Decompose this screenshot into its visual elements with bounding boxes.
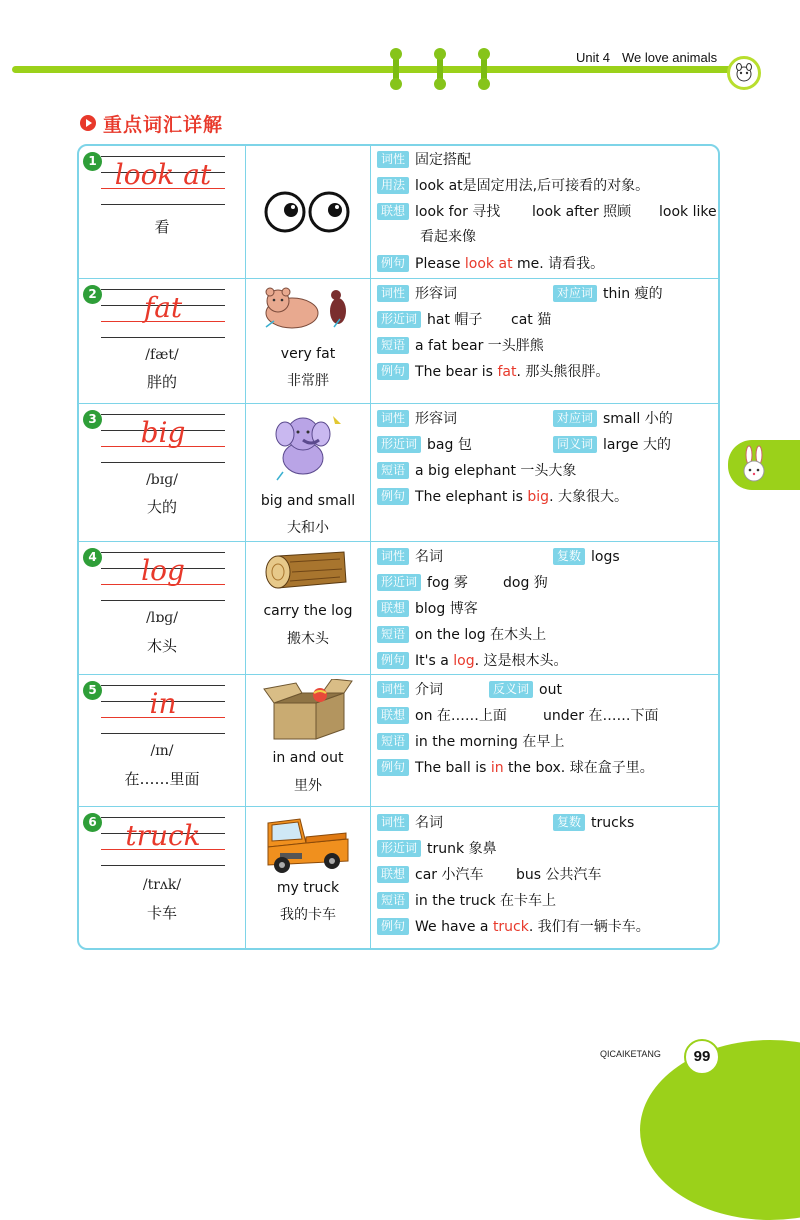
entry-word: log: [141, 554, 185, 587]
example-keyword: fat: [497, 364, 517, 380]
binder-peg: [437, 52, 443, 86]
phrase-value: on the log 在木头上: [415, 627, 547, 643]
picture-cell: [246, 675, 371, 806]
entry-word: fat: [143, 291, 183, 324]
table-row: [79, 279, 718, 404]
example-pre: The ball is: [415, 760, 491, 776]
example-tag: 例句: [377, 652, 409, 669]
example-keyword: log: [453, 653, 475, 669]
phrase-value: a big elephant 一头大象: [415, 463, 577, 479]
play-icon: [80, 115, 96, 131]
entry-meaning: 木头: [146, 637, 177, 655]
table-row: [79, 807, 718, 950]
plural-tag: 复数: [553, 814, 585, 831]
elephant-icon: [246, 410, 370, 482]
unit-name: We love animals: [621, 50, 718, 65]
phrase-tag: 短语: [377, 733, 409, 750]
entry-phonetic: /ɪn/: [150, 743, 174, 759]
example-tag: 例句: [377, 759, 409, 776]
picture-cell: [246, 279, 371, 403]
pos-tag: 词性: [377, 410, 409, 427]
pos-line: [377, 408, 718, 430]
entry-word: look at: [114, 158, 212, 191]
word-cell: [79, 279, 246, 403]
eyes-icon: [246, 190, 370, 234]
truck-icon: [246, 813, 370, 875]
entry-phonetic: /bɪɡ/: [146, 472, 178, 488]
entry-number: 4: [83, 548, 102, 567]
example-keyword: truck: [492, 919, 529, 935]
info-cell: [371, 675, 718, 806]
side-tab: [728, 440, 800, 490]
similar-value: fog 雾: [427, 575, 468, 591]
plural-value: logs: [591, 549, 620, 565]
word-cell: [79, 675, 246, 806]
similar-line: [377, 572, 718, 594]
table-row: [79, 675, 718, 807]
similar-value: dog 狗: [503, 575, 548, 591]
opposite-tag: 对应词: [553, 410, 597, 427]
pos-value: 形容词: [415, 411, 458, 427]
usage-line: [377, 175, 718, 197]
similar-tag: 形近词: [377, 436, 421, 453]
similar-value: cat 猫: [511, 312, 552, 328]
animal-badge-icon: [727, 56, 761, 90]
picture-caption-en: carry the log: [263, 603, 353, 619]
plural-group: [553, 812, 634, 834]
entry-number: 1: [83, 152, 102, 171]
assoc-value: bus 公共汽车: [516, 867, 602, 883]
assoc-tag: 联想: [377, 203, 409, 220]
pos-value: 固定搭配: [415, 152, 472, 168]
entry-meaning: 卡车: [146, 904, 177, 922]
assoc-line: [377, 201, 718, 223]
info-cell: [371, 279, 718, 403]
info-cell: [371, 807, 718, 950]
assoc-value: look for 寻找: [415, 204, 501, 220]
example-post: . 那头熊很胖。: [516, 364, 610, 380]
pos-tag: 词性: [377, 814, 409, 831]
example-pre: The elephant is: [415, 489, 528, 505]
pos-line: [377, 812, 718, 834]
phrase-tag: 短语: [377, 892, 409, 909]
picture-caption-en: my truck: [276, 880, 340, 896]
assoc-value: under 在……下面: [543, 708, 659, 724]
similar-tag: 形近词: [377, 840, 421, 857]
pos-tag: 词性: [377, 151, 409, 168]
opposite-group: [553, 408, 673, 430]
example-post: me. 请看我。: [512, 256, 605, 272]
pos-line: [377, 283, 718, 305]
antonym-group: [489, 679, 562, 701]
assoc-tag: 联想: [377, 866, 409, 883]
phrase-value: in the morning 在早上: [415, 734, 565, 750]
similar-line: [377, 838, 718, 860]
assoc-value: blog 博客: [415, 601, 478, 617]
entry-number: 3: [83, 410, 102, 429]
picture-caption-cn: 非常胖: [287, 373, 329, 389]
opposite-tag: 对应词: [553, 285, 597, 302]
picture-caption-en: big and small: [260, 493, 356, 509]
entry-meaning: 在……里面: [124, 770, 200, 788]
antonym-value: out: [539, 682, 562, 698]
phrase-tag: 短语: [377, 462, 409, 479]
assoc-value: car 小汽车: [415, 867, 484, 883]
plural-group: [553, 546, 620, 568]
entry-meaning: 大的: [146, 498, 177, 516]
example-keyword: big: [527, 489, 550, 505]
example-line: [377, 361, 718, 383]
example-pre: The bear is: [415, 364, 498, 380]
entry-meaning: 胖的: [146, 373, 177, 391]
phrase-line: [377, 460, 718, 482]
entry-phonetic: /lɒɡ/: [146, 610, 178, 626]
opposite-group: [553, 283, 663, 305]
word-cell: [79, 542, 246, 674]
assoc-value: look after 照顾: [532, 204, 632, 220]
picture-cell: [246, 807, 371, 950]
table-row: [79, 146, 718, 279]
example-line: [377, 650, 718, 672]
similar-line: [377, 434, 718, 456]
entry-word: big: [140, 416, 186, 449]
info-cell: [371, 146, 718, 278]
example-post: . 这是根木头。: [474, 653, 568, 669]
pos-line: [377, 679, 718, 701]
opposite-value: small 小的: [603, 411, 673, 427]
entry-phonetic: /trʌk/: [142, 877, 182, 893]
binder-peg: [481, 52, 487, 86]
similar-value: hat 帽子: [427, 312, 483, 328]
picture-cell: [246, 542, 371, 674]
entry-word: truck: [125, 819, 201, 852]
example-pre: Please: [415, 256, 465, 272]
example-pre: We have a: [415, 919, 493, 935]
unit-label: Unit 4: [576, 50, 610, 65]
entry-word: in: [149, 687, 177, 720]
picture-cell: [246, 146, 371, 278]
phrase-tag: 短语: [377, 626, 409, 643]
pos-tag: 词性: [377, 548, 409, 565]
example-line: [377, 916, 718, 938]
log-icon: [246, 548, 370, 594]
table-row: [79, 542, 718, 675]
entry-phonetic: /fæt/: [145, 347, 179, 363]
usage-value: look at是固定用法,后可接看的对象。: [415, 178, 650, 194]
phrase-line: [377, 731, 718, 753]
pos-tag: 词性: [377, 681, 409, 698]
assoc-line: [377, 705, 718, 727]
phrase-tag: 短语: [377, 337, 409, 354]
example-tag: 例句: [377, 363, 409, 380]
word-cell: [79, 404, 246, 541]
picture-caption-cn: 我的卡车: [280, 907, 336, 923]
picture-caption-en: very fat: [280, 346, 336, 362]
pos-value: 名词: [415, 815, 444, 831]
antonym-tag: 反义词: [489, 681, 533, 698]
example-line: [377, 253, 718, 275]
example-post: the box. 球在盒子里。: [503, 760, 654, 776]
synonym-group: [553, 434, 671, 456]
phrase-value: a fat bear 一头胖熊: [415, 338, 544, 354]
assoc-value: on 在……上面: [415, 708, 507, 724]
similar-value: trunk 象鼻: [427, 841, 497, 857]
footer-decoration: [640, 1040, 800, 1220]
example-keyword: look at: [464, 256, 513, 272]
example-tag: 例句: [377, 488, 409, 505]
bunny-icon: [738, 445, 770, 485]
example-tag: 例句: [377, 255, 409, 272]
assoc-value: look like: [659, 204, 717, 220]
picture-cell: [246, 404, 371, 541]
info-cell: [371, 404, 718, 541]
unit-title: [576, 50, 717, 65]
opposite-value: thin 瘦的: [603, 286, 663, 302]
example-tag: 例句: [377, 918, 409, 935]
example-post: . 大象很大。: [549, 489, 628, 505]
picture-caption-cn: 里外: [294, 778, 322, 794]
assoc-tag: 联想: [377, 707, 409, 724]
similar-value: bag 包: [427, 437, 472, 453]
assoc-cont-line: 看起来像: [420, 229, 476, 245]
pos-tag: 词性: [377, 285, 409, 302]
example-keyword: in: [490, 760, 504, 776]
pos-line: [377, 546, 718, 568]
phrase-value: in the truck 在卡车上: [415, 893, 557, 909]
word-cell: [79, 146, 246, 278]
usage-tag: 用法: [377, 177, 409, 194]
vocabulary-table: [77, 144, 720, 950]
assoc-tag: 联想: [377, 600, 409, 617]
synonym-value: large 大的: [603, 437, 671, 453]
example-line: [377, 486, 718, 508]
similar-line: [377, 309, 718, 331]
plural-tag: 复数: [553, 548, 585, 565]
entry-number: 6: [83, 813, 102, 832]
pos-value: 介词: [415, 682, 444, 698]
example-line: [377, 757, 718, 779]
similar-tag: 形近词: [377, 574, 421, 591]
example-post: . 我们有一辆卡车。: [528, 919, 650, 935]
entry-meaning: 看: [154, 218, 170, 236]
header-bar: [12, 66, 732, 73]
table-row: [79, 404, 718, 542]
page-number: 99: [684, 1039, 720, 1075]
box-icon: [246, 679, 370, 743]
synonym-tag: 同义词: [553, 436, 597, 453]
phrase-line: [377, 335, 718, 357]
binder-peg: [393, 52, 399, 86]
picture-caption-cn: 大和小: [287, 520, 329, 536]
section-title: 重点词汇详解: [103, 114, 224, 136]
example-pre: It's a: [415, 653, 454, 669]
assoc-line: [377, 598, 718, 620]
footer-brand: QICAIKETANG: [600, 1049, 661, 1059]
pos-value: 形容词: [415, 286, 458, 302]
assoc-line: [377, 864, 718, 886]
entry-number: 5: [83, 681, 102, 700]
pos-value: 名词: [415, 549, 444, 565]
picture-caption-cn: 搬木头: [287, 631, 329, 647]
pos-line: [377, 149, 718, 171]
phrase-line: [377, 890, 718, 912]
phrase-line: [377, 624, 718, 646]
word-cell: [79, 807, 246, 950]
similar-tag: 形近词: [377, 311, 421, 328]
plural-value: trucks: [591, 815, 635, 831]
fat-bear-icon: [246, 285, 370, 331]
info-cell: [371, 542, 718, 674]
entry-number: 2: [83, 285, 102, 304]
picture-caption-en: in and out: [272, 750, 344, 766]
